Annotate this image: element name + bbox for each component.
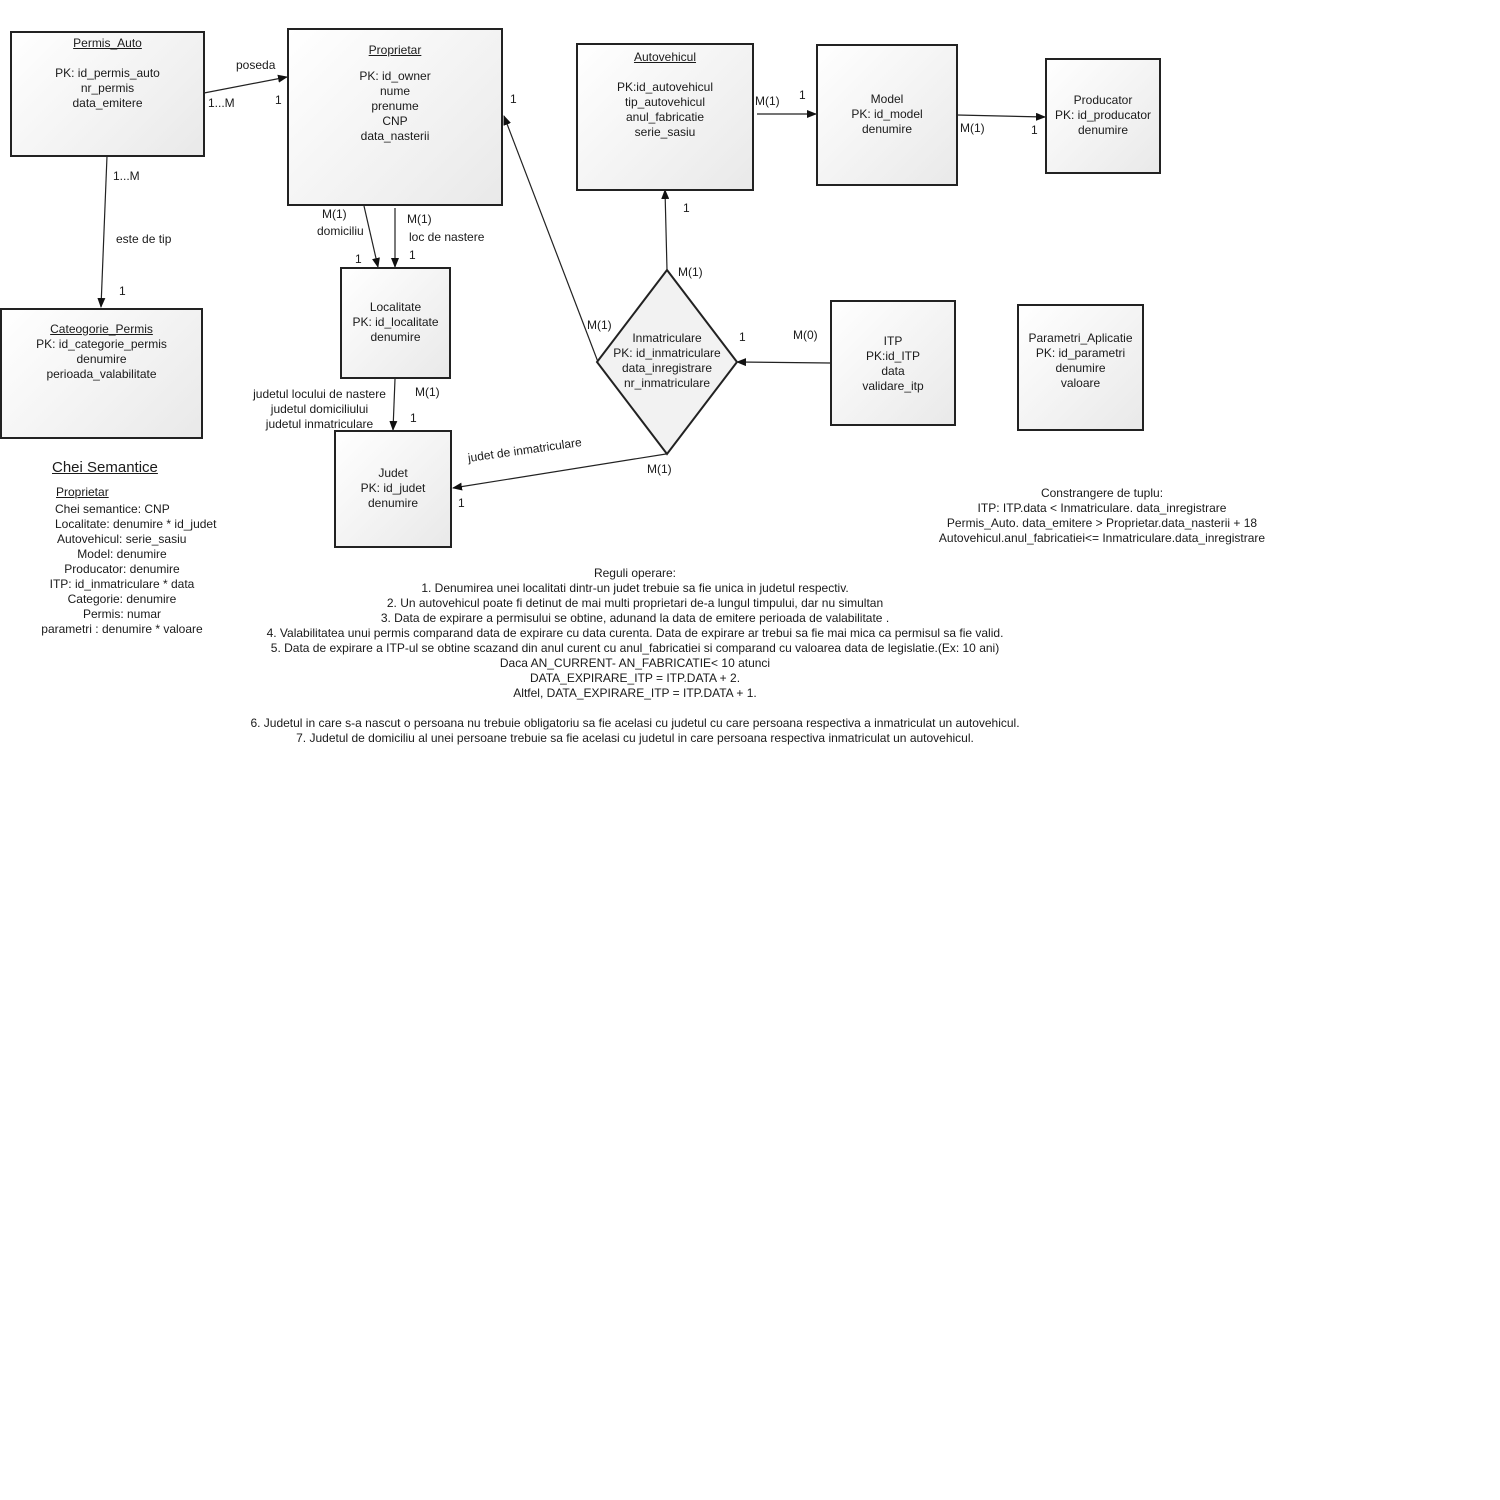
label-loc-de-nastere: loc de nastere	[409, 230, 485, 244]
cardinality-label: 1	[355, 252, 362, 266]
entity-categorie-permis	[0, 308, 203, 439]
entity-model	[816, 44, 958, 186]
regula-line: Daca AN_CURRENT- AN_FABRICATIE< 10 atunci	[499, 656, 771, 670]
entity-field: PK: id_parametri	[1035, 346, 1126, 360]
judetul-item: judetul domiciliului	[270, 402, 369, 416]
entity-field: PK: id_owner	[359, 69, 431, 83]
entity-field: serie_sasiu	[634, 125, 696, 139]
cardinality-label: 1	[275, 93, 282, 107]
cardinality-label: M(1)	[587, 318, 612, 332]
entity-field: denumire	[1077, 123, 1129, 137]
regula-line	[235, 701, 1035, 716]
regula-line: Reguli operare:	[593, 566, 677, 580]
entity-field: anul_fabricatie	[625, 110, 705, 124]
regula-line: Altfel, DATA_EXPIRARE_ITP = ITP.DATA + 1.	[513, 686, 757, 700]
regula-line: 4. Valabilitatea unui permis comparand data de expirare cu data curenta. Data de expirare ar trebui sa fie mai mica ca permisul sa fie valid.	[266, 626, 1004, 640]
entity-autovehicul	[576, 43, 754, 191]
chei-line: Producator: denumire	[64, 562, 180, 576]
cardinality-label: 1	[410, 411, 417, 425]
reguli-block	[235, 566, 1035, 746]
entity-field: nr_inmatriculare	[623, 376, 711, 390]
entity-field: perioada_valabilitate	[46, 367, 157, 381]
entity-field: denumire	[76, 352, 127, 366]
entity-inmatriculare-text	[607, 331, 727, 391]
cardinality-label: M(1)	[755, 94, 780, 108]
label-este-de-tip: este de tip	[116, 232, 172, 246]
entity-title: Localitate	[369, 300, 422, 314]
chei-semantice-subheading: Proprietar	[56, 485, 109, 499]
cardinality-label: 1	[409, 248, 416, 262]
regula-line: 5. Data de expirare a ITP-ul se obtine scazand din anul curent cu anul_fabricatiei si comparand cu valoarea data de legislatie.(Ex: 10 ani)	[270, 641, 1000, 655]
rel-este-de-tip-line	[101, 156, 107, 307]
entity-title: Autovehicul	[633, 50, 697, 64]
entity-field: prenume	[371, 99, 419, 113]
rel-model-producator-line	[957, 115, 1045, 117]
rel-inmatriculare-autovehicul-line	[665, 190, 667, 270]
entity-field: data_emitere	[72, 96, 143, 110]
entity-judet	[334, 430, 452, 548]
entity-title: Judet	[378, 466, 408, 480]
entity-field: validare_itp	[862, 379, 924, 393]
entity-field: valoare	[1060, 376, 1101, 390]
constrangere-line: Autovehicul.anul_fabricatiei<= Inmatriculare.data_inregistrare	[938, 531, 1266, 545]
cardinality-label: 1	[683, 201, 690, 215]
constrangere-line: Constrangere de tuplu:	[1040, 486, 1164, 500]
cardinality-label: M(0)	[793, 328, 818, 342]
entity-field: PK: id_inmatriculare	[613, 346, 721, 360]
entity-parametri-aplicatie	[1017, 304, 1144, 431]
entity-field: denumire	[370, 330, 421, 344]
chei-line: Autovehicul: serie_sasiu	[57, 532, 187, 546]
cardinality-label: M(1)	[647, 462, 672, 476]
cardinality-label: 1...M	[208, 96, 235, 110]
entity-title: Producator	[1073, 93, 1133, 107]
entity-permis-auto	[10, 31, 205, 157]
entity-title: Model	[870, 92, 904, 106]
constrangere-line: ITP: ITP.data < Inmatriculare. data_inregistrare	[977, 501, 1227, 515]
entity-field: denumire	[1055, 361, 1106, 375]
rel-itp-inmatriculare-line	[737, 362, 830, 363]
entity-title: Proprietar	[368, 43, 422, 57]
entity-title: Inmatriculare	[632, 331, 702, 345]
rel-domiciliu-line	[364, 206, 378, 267]
label-domiciliu: domiciliu	[317, 224, 364, 238]
entity-field: PK:id_autovehicul	[616, 80, 714, 94]
entity-localitate	[340, 267, 451, 379]
entity-producator	[1045, 58, 1161, 174]
regula-line: 3. Data de expirare a permisului se obtine, adunand la data de emitere perioada de valabilitate .	[380, 611, 890, 625]
entity-proprietar	[287, 28, 503, 206]
rel-poseda-line	[204, 77, 287, 93]
entity-field: PK: id_localitate	[352, 315, 439, 329]
cardinality-label: M(1)	[407, 212, 432, 226]
entity-title: Permis_Auto	[73, 36, 142, 50]
cardinality-label: 1	[1031, 123, 1038, 137]
entity-field: data_inregistrare	[621, 361, 713, 375]
entity-field: CNP	[382, 114, 408, 128]
cardinality-label: 1	[739, 330, 746, 344]
entity-field: PK: id_model	[851, 107, 923, 121]
chei-line: Localitate: denumire * id_judet	[55, 517, 217, 531]
cardinality-label: M(1)	[415, 385, 440, 399]
entity-field: PK: id_categorie_permis	[36, 337, 167, 351]
regula-line: 2. Un autovehicul poate fi detinut de mai multi proprietari de-a lungul timpului, dar nu simultan	[386, 596, 884, 610]
chei-semantice-heading: Chei Semantice	[52, 459, 158, 476]
entity-field: nr_permis	[80, 81, 135, 95]
label-poseda: poseda	[236, 58, 276, 72]
chei-line: Model: denumire	[77, 547, 167, 561]
entity-field: data	[881, 364, 905, 378]
entity-field: PK: id_producator	[1054, 108, 1152, 122]
cardinality-label: 1	[510, 92, 517, 106]
cardinality-label: M(1)	[960, 121, 985, 135]
cardinality-label: 1...M	[113, 169, 140, 183]
regula-line: DATA_EXPIRARE_ITP = ITP.DATA + 2.	[529, 671, 741, 685]
entity-field: denumire	[861, 122, 913, 136]
entity-title: Cateogorie_Permis	[50, 322, 153, 336]
label-judetul-list	[251, 387, 388, 432]
entity-field: PK: id_permis_auto	[55, 66, 160, 80]
judetul-item: judetul locului de nastere	[253, 387, 386, 401]
chei-line: Categorie: denumire	[67, 592, 177, 606]
cardinality-label: 1	[119, 284, 126, 298]
chei-line: Permis: numar	[82, 607, 162, 621]
regula-line: 1. Denumirea unei localitati dintr-un judet trebuie sa fie unica in judetul respectiv.	[421, 581, 849, 595]
entity-title: Parametri_Aplicatie	[1028, 331, 1133, 345]
entity-field: data_nasterii	[360, 129, 430, 143]
chei-line: parametri : denumire * valoare	[41, 622, 203, 636]
entity-itp	[830, 300, 956, 426]
chei-line: ITP: id_inmatriculare * data	[49, 577, 195, 591]
entity-field: denumire	[367, 496, 419, 510]
chei-semantice-list	[0, 502, 244, 637]
cardinality-label: M(1)	[322, 207, 347, 221]
entity-field: tip_autovehicul	[624, 95, 706, 109]
rel-localitate-judet-line	[393, 379, 395, 430]
chei-line: Chei semantice: CNP	[55, 502, 170, 516]
label-judet-de-inmatriculare: judet de inmatriculare	[466, 435, 583, 465]
cardinality-label: M(1)	[678, 265, 703, 279]
cardinality-label: 1	[458, 496, 465, 510]
entity-title: ITP	[883, 334, 903, 348]
entity-field: PK: id_judet	[360, 481, 426, 495]
entity-field: nume	[379, 84, 411, 98]
regula-line: 6. Judetul in care s-a nascut o persoana nu trebuie obligatoriu sa fie acelasi cu judetul cu care persoana respectiva a inmatriculat un autovehicul.	[250, 716, 1020, 730]
entity-field: PK:id_ITP	[865, 349, 921, 363]
constrangere-line: Permis_Auto. data_emitere > Proprietar.data_nasterii + 18	[946, 516, 1258, 530]
regula-line: 7. Judetul de domiciliu al unei persoane trebuie sa fie acelasi cu judetul in care persoana respectiva inmatriculat un autovehicul.	[296, 731, 974, 745]
cardinality-label: 1	[799, 88, 806, 102]
constrangeri-block	[900, 486, 1304, 546]
judetul-item: judetul inmatriculare	[265, 417, 374, 431]
